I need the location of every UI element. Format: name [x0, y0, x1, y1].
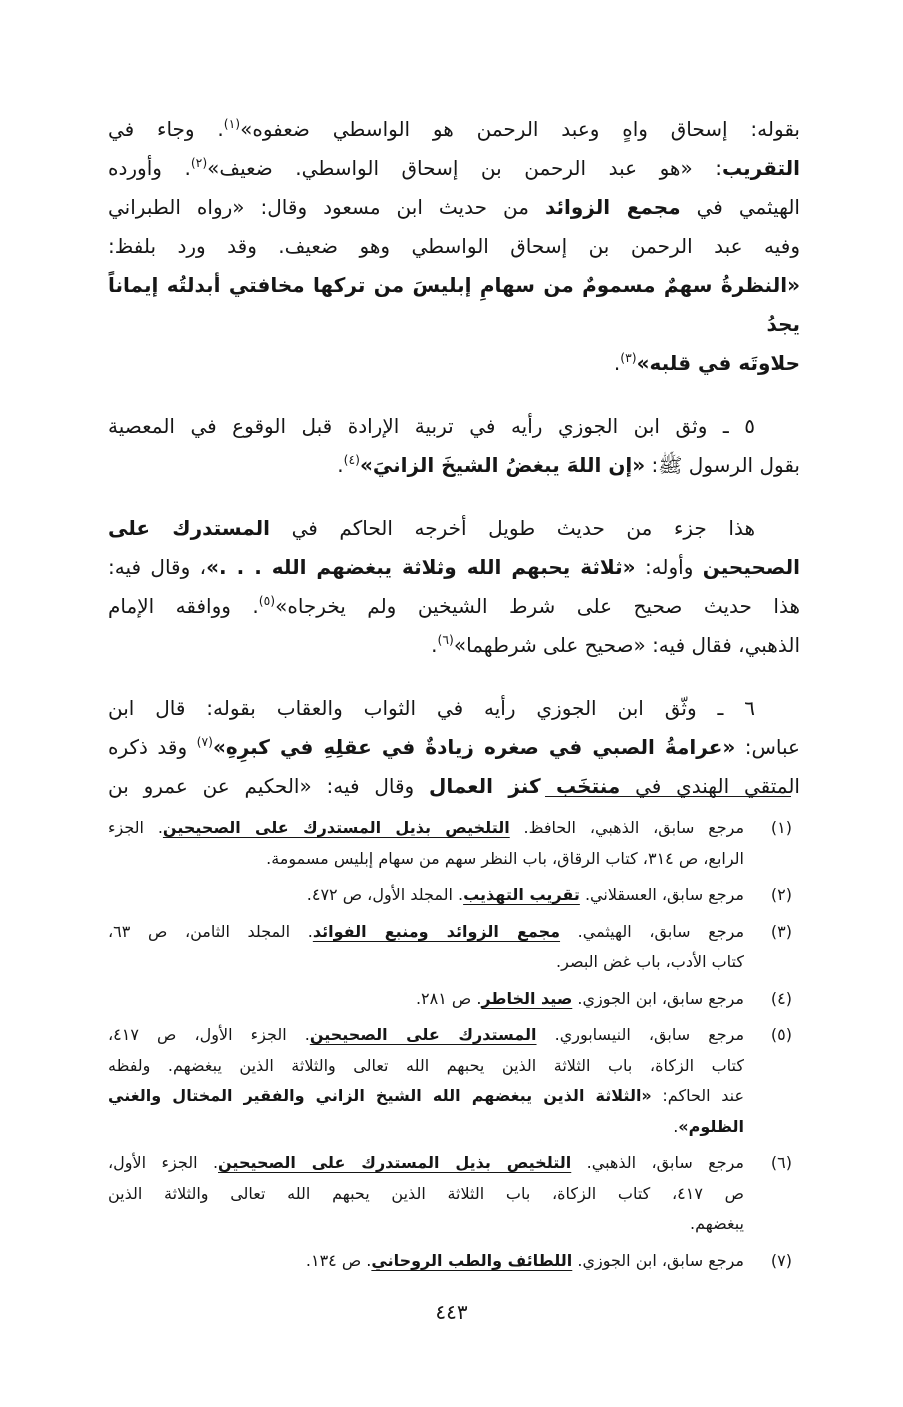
- footnote-text: [108, 984, 744, 1015]
- text-run: وقد ذكره: [108, 735, 197, 759]
- text-line: [108, 947, 744, 978]
- text-line: [108, 110, 800, 149]
- bold-run: «الثلاثة الذين يبغضهم الله الشيخ الزاني والفقير المختال والغني: [108, 1086, 652, 1105]
- text-line: [108, 446, 800, 485]
- text-run: ص ٤١٧، كتاب الزكاة، باب الثلاثة الذين يحبهم الله تعالى والثلاثة الذين: [108, 1183, 745, 1203]
- text-run: بقول الرسول ﷺ:: [645, 453, 800, 477]
- text-run: الهيثمي في: [680, 195, 800, 219]
- footnote: [108, 880, 792, 911]
- text-run: مرجع سابق، ابن الجوزي.: [572, 1250, 744, 1270]
- text-run: .: [673, 1116, 679, 1136]
- page-number: ٤٤٣: [435, 1300, 468, 1324]
- text-run: . الجزء: [108, 818, 163, 837]
- footnote: [108, 813, 792, 874]
- text-run: يبغضهم.: [690, 1214, 744, 1233]
- footnote: [108, 1020, 792, 1142]
- text-run: . المجلد الأول، ص ٤٧٢.: [306, 885, 464, 904]
- text-run: . ص ٢٨١.: [415, 988, 482, 1008]
- text-line: [108, 626, 800, 665]
- text-run: مرجع سابق، الهيثمي.: [560, 921, 745, 941]
- footnote-number: (٦): [770, 1153, 792, 1172]
- text-line: [108, 880, 744, 911]
- footnote: [108, 1246, 792, 1277]
- footnote: [108, 1148, 792, 1240]
- text-run: ، وقال فيه:: [108, 555, 207, 579]
- text-run: .: [613, 351, 621, 375]
- text-line: [108, 188, 800, 227]
- text-run: : «هو عبد الرحمن بن إسحاق الواسطي. ضعيف»: [207, 156, 722, 180]
- text-run: مرجع سابق، الذهبي.: [571, 1153, 744, 1172]
- text-line: [108, 844, 744, 875]
- footnote: [108, 917, 792, 978]
- footnote-text: [108, 917, 744, 978]
- footnote-number: (٤): [770, 988, 792, 1008]
- bold-run: «النظرةُ سهمٌ مسمومٌ من سهامِ إبليسَ من تركها مخافتي أبدلتُه إيماناً يجدُ: [108, 273, 800, 336]
- footnotes: [108, 813, 792, 1282]
- footnote-number: (١): [770, 818, 792, 837]
- text-line: [108, 1148, 744, 1179]
- text-run: الذهبي، فقال فيه: «صحيح على شرطهما»: [453, 633, 800, 657]
- main-text: [108, 110, 800, 806]
- text-run: .: [431, 633, 438, 657]
- book-title: اللطائف والطب الروحاني: [371, 1250, 573, 1270]
- text-line: [108, 767, 800, 806]
- bold-run: مجمع الزوائد: [544, 195, 681, 219]
- book-title: المستدرك على الصحيحين: [309, 1025, 537, 1044]
- paragraph: [108, 407, 800, 485]
- text-run: . الجزء الأول، ص ٤١٧،: [108, 1025, 310, 1044]
- text-line: [108, 149, 800, 188]
- text-run: .: [337, 453, 344, 477]
- text-line: [108, 407, 800, 446]
- paragraph: [108, 689, 800, 806]
- text-run: بقوله: إسحاق واهٍ وعبد الرحمن هو الواسطي ضعفوه»: [240, 117, 800, 141]
- text-run: وفيه عبد الرحمن بن إسحاق الواسطي وهو ضعيف. وقد ورد بلفظ:: [108, 234, 800, 258]
- text-run: من حديث ابن مسعود وقال: «رواه الطبراني: [108, 195, 545, 219]
- footnote-ref: (٣): [620, 349, 637, 365]
- text-run: كتاب الأدب، باب غض البصر.: [556, 952, 744, 971]
- text-run: . الجزء الأول،: [108, 1153, 219, 1172]
- text-line: [108, 1081, 744, 1112]
- bold-run: «ثلاثة يحبهم الله وثلاثة يبغضهم الله . . .»: [206, 555, 636, 579]
- text-line: [108, 1179, 744, 1210]
- footnote-text: [108, 1020, 744, 1142]
- bold-run: منتخَب كنز العمال: [429, 774, 621, 798]
- text-run: عباس:: [735, 735, 800, 759]
- book-title: التلخيص بذيل المستدرك على الصحيحين: [218, 1153, 572, 1172]
- text-line: [108, 548, 800, 587]
- footnote-number: (٣): [770, 921, 792, 941]
- bold-run: الظلوم»: [678, 1116, 744, 1136]
- text-run: عند الحاكم:: [651, 1086, 745, 1105]
- text-run: مرجع سابق، العسقلاني.: [579, 885, 744, 904]
- text-run: وأوله:: [635, 555, 703, 579]
- text-line: [108, 1051, 744, 1082]
- bold-run: «عرامةُ الصبي في صغره زيادةٌ في عقلِهِ في كبرِهِ»: [212, 735, 736, 759]
- text-run: ٦ ـ وثّق ابن الجوزي رأيه في الثواب والعقاب بقوله: قال ابن: [108, 696, 755, 720]
- text-run: . وجاء في: [108, 117, 224, 141]
- text-run: المتقي الهندي في: [620, 774, 800, 798]
- footnote-text: [108, 880, 744, 911]
- text-line: [108, 984, 744, 1015]
- text-run: . ووافقه الإمام: [108, 594, 259, 618]
- text-line: [108, 227, 800, 266]
- text-line: [108, 1112, 744, 1143]
- footnote-number: (٢): [770, 885, 792, 904]
- text-line: [108, 344, 800, 383]
- bold-run: «إن اللهَ يبغضُ الشيخَ الزانيَ»: [359, 453, 646, 477]
- text-line: [108, 266, 800, 344]
- text-run: ٥ ـ وثق ابن الجوزي رأيه في تربية الإرادة قبل الوقوع في المعصية: [108, 414, 755, 438]
- text-line: [108, 813, 744, 844]
- text-run: مرجع سابق، ابن الجوزي.: [572, 988, 744, 1008]
- text-run: كتاب الزكاة، باب الثلاثة الذين يحبهم الله تعالى والثلاثة الذين يبغضهم. ولفظه: [108, 1055, 744, 1075]
- text-run: وقال فيه: «الحكيم عن عمرو بن: [108, 774, 430, 798]
- footnote-separator: [545, 796, 791, 797]
- text-run: . وأورده: [108, 156, 191, 180]
- paragraph: [108, 110, 800, 383]
- paragraph: [108, 509, 800, 665]
- footnote-text: [108, 1148, 744, 1240]
- footnote-number: (٥): [770, 1025, 792, 1044]
- text-run: . المجلد الثامن، ص ٦٣،: [108, 921, 313, 941]
- footnote-ref: (١): [223, 115, 241, 131]
- footnote-number: (٧): [770, 1250, 792, 1270]
- bold-run: التقريب: [721, 156, 800, 180]
- text-line: [108, 728, 800, 767]
- footnote: [108, 984, 792, 1015]
- text-run: مرجع سابق، النيسابوري.: [536, 1025, 745, 1044]
- footnote-ref: (٥): [258, 592, 276, 608]
- book-title: مجمع الزوائد ومنبع الفوائد: [312, 921, 561, 941]
- footnote-ref: (٧): [196, 733, 213, 749]
- text-run: . ص ١٣٤.: [305, 1250, 372, 1270]
- footnote-text: [108, 813, 744, 874]
- book-title: تقريب التهذيب: [463, 885, 580, 904]
- text-run: هذا حديث صحيح على شرط الشيخين ولم يخرجاه»: [275, 594, 800, 618]
- footnote-ref: (٢): [190, 154, 208, 170]
- text-run: هذا جزء من حديث طويل أخرجه الحاكم في: [269, 516, 755, 540]
- book-title: التلخيص بذيل المستدرك على الصحيحين: [162, 818, 510, 837]
- text-run: الرابع، ص ٣١٤، كتاب الرقاق، باب النظر سهم من سهام إبليس مسمومة.: [266, 848, 744, 868]
- footnote-ref: (٤): [343, 451, 360, 467]
- text-line: [108, 1020, 744, 1051]
- footnote-ref: (٦): [437, 631, 454, 647]
- text-line: [108, 1246, 744, 1277]
- book-title: صيد الخاطر: [481, 988, 573, 1008]
- text-line: [108, 917, 744, 948]
- bold-run: المستدرك على: [108, 516, 270, 540]
- bold-run: حلاوتَه في قلبه»: [636, 351, 800, 375]
- text-run: مرجع سابق، الذهبي، الحافظ.: [509, 818, 745, 837]
- footnote-text: [108, 1246, 744, 1277]
- text-line: [108, 587, 800, 626]
- text-line: [108, 509, 800, 548]
- text-line: [108, 689, 800, 728]
- bold-run: الصحيحين: [702, 555, 800, 579]
- text-line: [108, 1209, 744, 1240]
